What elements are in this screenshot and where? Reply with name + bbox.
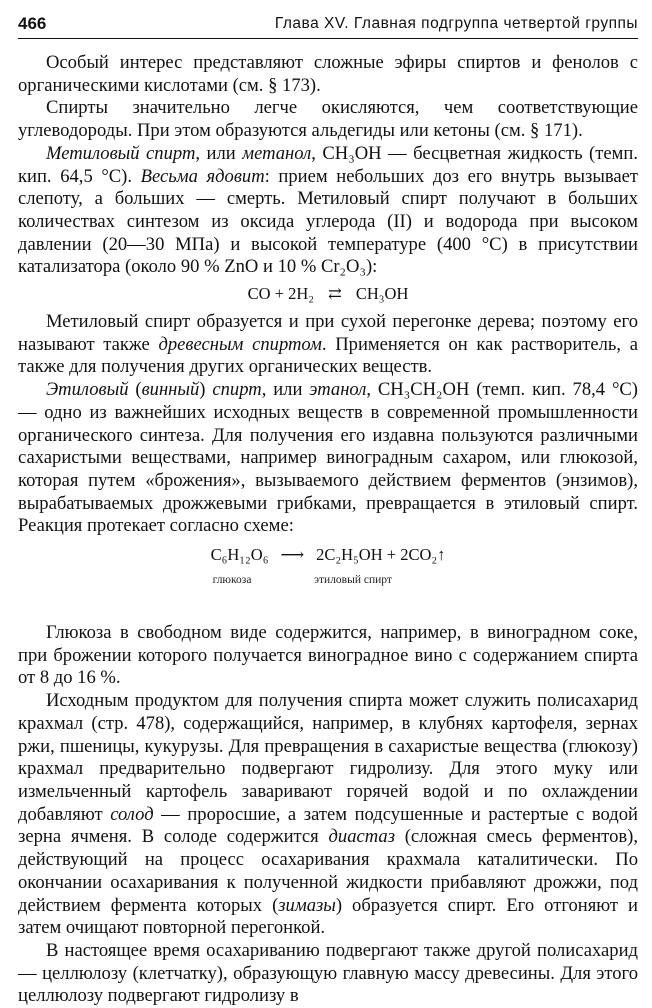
text: . Применяется он как растворитель, а также для получения других органических веществ.: [18, 333, 638, 378]
text: Метиловый спирт образуется и при сухой перегонке дерева; поэтому его называют также: [18, 311, 638, 355]
paragraph-starch: [18, 690, 638, 940]
caption-glucose: глюкоза: [212, 574, 252, 587]
term-diastase: диастаз: [328, 826, 395, 848]
text: ) образуется спирт. Его отгоняют и затем очищают повторной перегонкой.: [18, 894, 639, 939]
paragraph-methanol: [18, 143, 638, 279]
term-malt: солод: [110, 803, 154, 825]
equilibrium-arrow: ⇄: [328, 284, 342, 304]
text: Исходным продуктом для получения спирта может служить полисахарид крахмал (стр. 478), содержащийся, например, в клубнях картофеля, зернах ржи, пшеницы, кукурузы. Для превращения в сахаристые вещества (глюкозу) крахмал предварительно подвергают гидролизу. Для этого муку или измельченный картофель заваривают горячей водой и по охлаждении добавляют: [18, 690, 638, 825]
text: , CH₃OH — бесцветная жидкость (темп. кип. 64,5 °С).: [18, 142, 638, 187]
text: — проросшие, а затем подсушенные и растертые с водой зерна ячменя. В солоде содержится: [18, 803, 638, 848]
term-ethyl: Этиловый: [46, 379, 129, 401]
term-zymase: зимазы: [278, 894, 336, 916]
reactants: CO + 2H₂: [247, 284, 315, 304]
product: CH₃OH: [355, 284, 409, 304]
term-wine: винный: [141, 379, 200, 401]
methanol-synthesis-equation: [18, 283, 638, 305]
text: , или: [195, 142, 243, 164]
term-spirit: спирт: [212, 379, 262, 401]
text: (: [128, 379, 142, 401]
term-methanol: метанол: [242, 142, 312, 164]
paragraph-wood-spirit: [18, 311, 638, 379]
paragraph-esters: Особый интерес представляют сложные эфиры спиртов и фенолов с органическими кислотами (см. § 173).: [18, 52, 638, 96]
paragraph-oxidation: Спирты значительно легче окисляются, чем соответствующие углеводороды. При этом образуются альдегиды или кетоны (см. § 171).: [18, 97, 638, 142]
term-ethanol: этанол: [309, 379, 367, 401]
text: (сложная смесь ферментов), действующий на процесс осахаривания крахмала каталитически. По окончании осахаривания к полученной жидкости прибавляют дрожжи, под действием фермента которых (: [18, 826, 639, 916]
running-title: Глава XV. Главная подгруппа четвертой группы: [274, 15, 638, 32]
term-wood-spirit: древесным спиртом: [158, 333, 322, 355]
page-number: 466: [18, 14, 47, 33]
page-header: [18, 12, 638, 39]
text: : прием небольших доз его внутрь вызывает слепоту, а больших — смерть. Метиловый спирт получают в больших количествах синтезом из оксида углерода (II) и водорода при высоком давлении (20—30 МПа) и высокой температуре (400 °С) в присутствии катализатора (около 90 % ZnO и 10 % Cr₂O₃):: [18, 165, 638, 278]
reaction-arrow: ⟶: [280, 545, 305, 565]
page-body: [18, 52, 638, 1008]
caption-ethanol: этиловый спирт: [314, 574, 392, 587]
scheme-equation: [18, 544, 638, 567]
fermentation-scheme: [18, 540, 638, 618]
text: , CH₃CH₂OH (темп. кип. 78,4 °С) — одно из важнейших исходных веществ в современной промышленности органического синтеза. Для получения его издавна пользуются различными сахаристыми веществами, например виноградным сахаром, или глюкозой, которая путем «брожения», вызываемого действием ферментов (энзимов), вырабатываемых дрожжевыми грибками, превращается в этиловый спирт. Реакция протекает согласно схеме:: [18, 379, 638, 537]
products-formula: 2C₂H₅OH + 2CO₂↑: [316, 545, 446, 565]
text: , или: [261, 379, 310, 401]
term-methyl-alcohol: Метиловый спирт: [46, 142, 196, 164]
term-very-toxic: Весьма ядовит: [140, 165, 265, 187]
paragraph-grape-juice: Глюкоза в свободном виде содержится, например, в виноградном соке, при брожении которого получается виноградное вино с содержанием спирта от 8 до 16 %.: [18, 622, 638, 689]
text: ): [199, 379, 213, 401]
paragraph-ethanol: [18, 379, 638, 538]
paragraph-cellulose: В настоящее время осахариванию подвергают также другой полисахарид — целлюлозу (клетчатку), образующую главную массу древесины. Для этого целлюлозу подвергают гидролизу в: [18, 939, 638, 1007]
glucose-formula: C₆H₁₂O₆: [210, 545, 269, 565]
